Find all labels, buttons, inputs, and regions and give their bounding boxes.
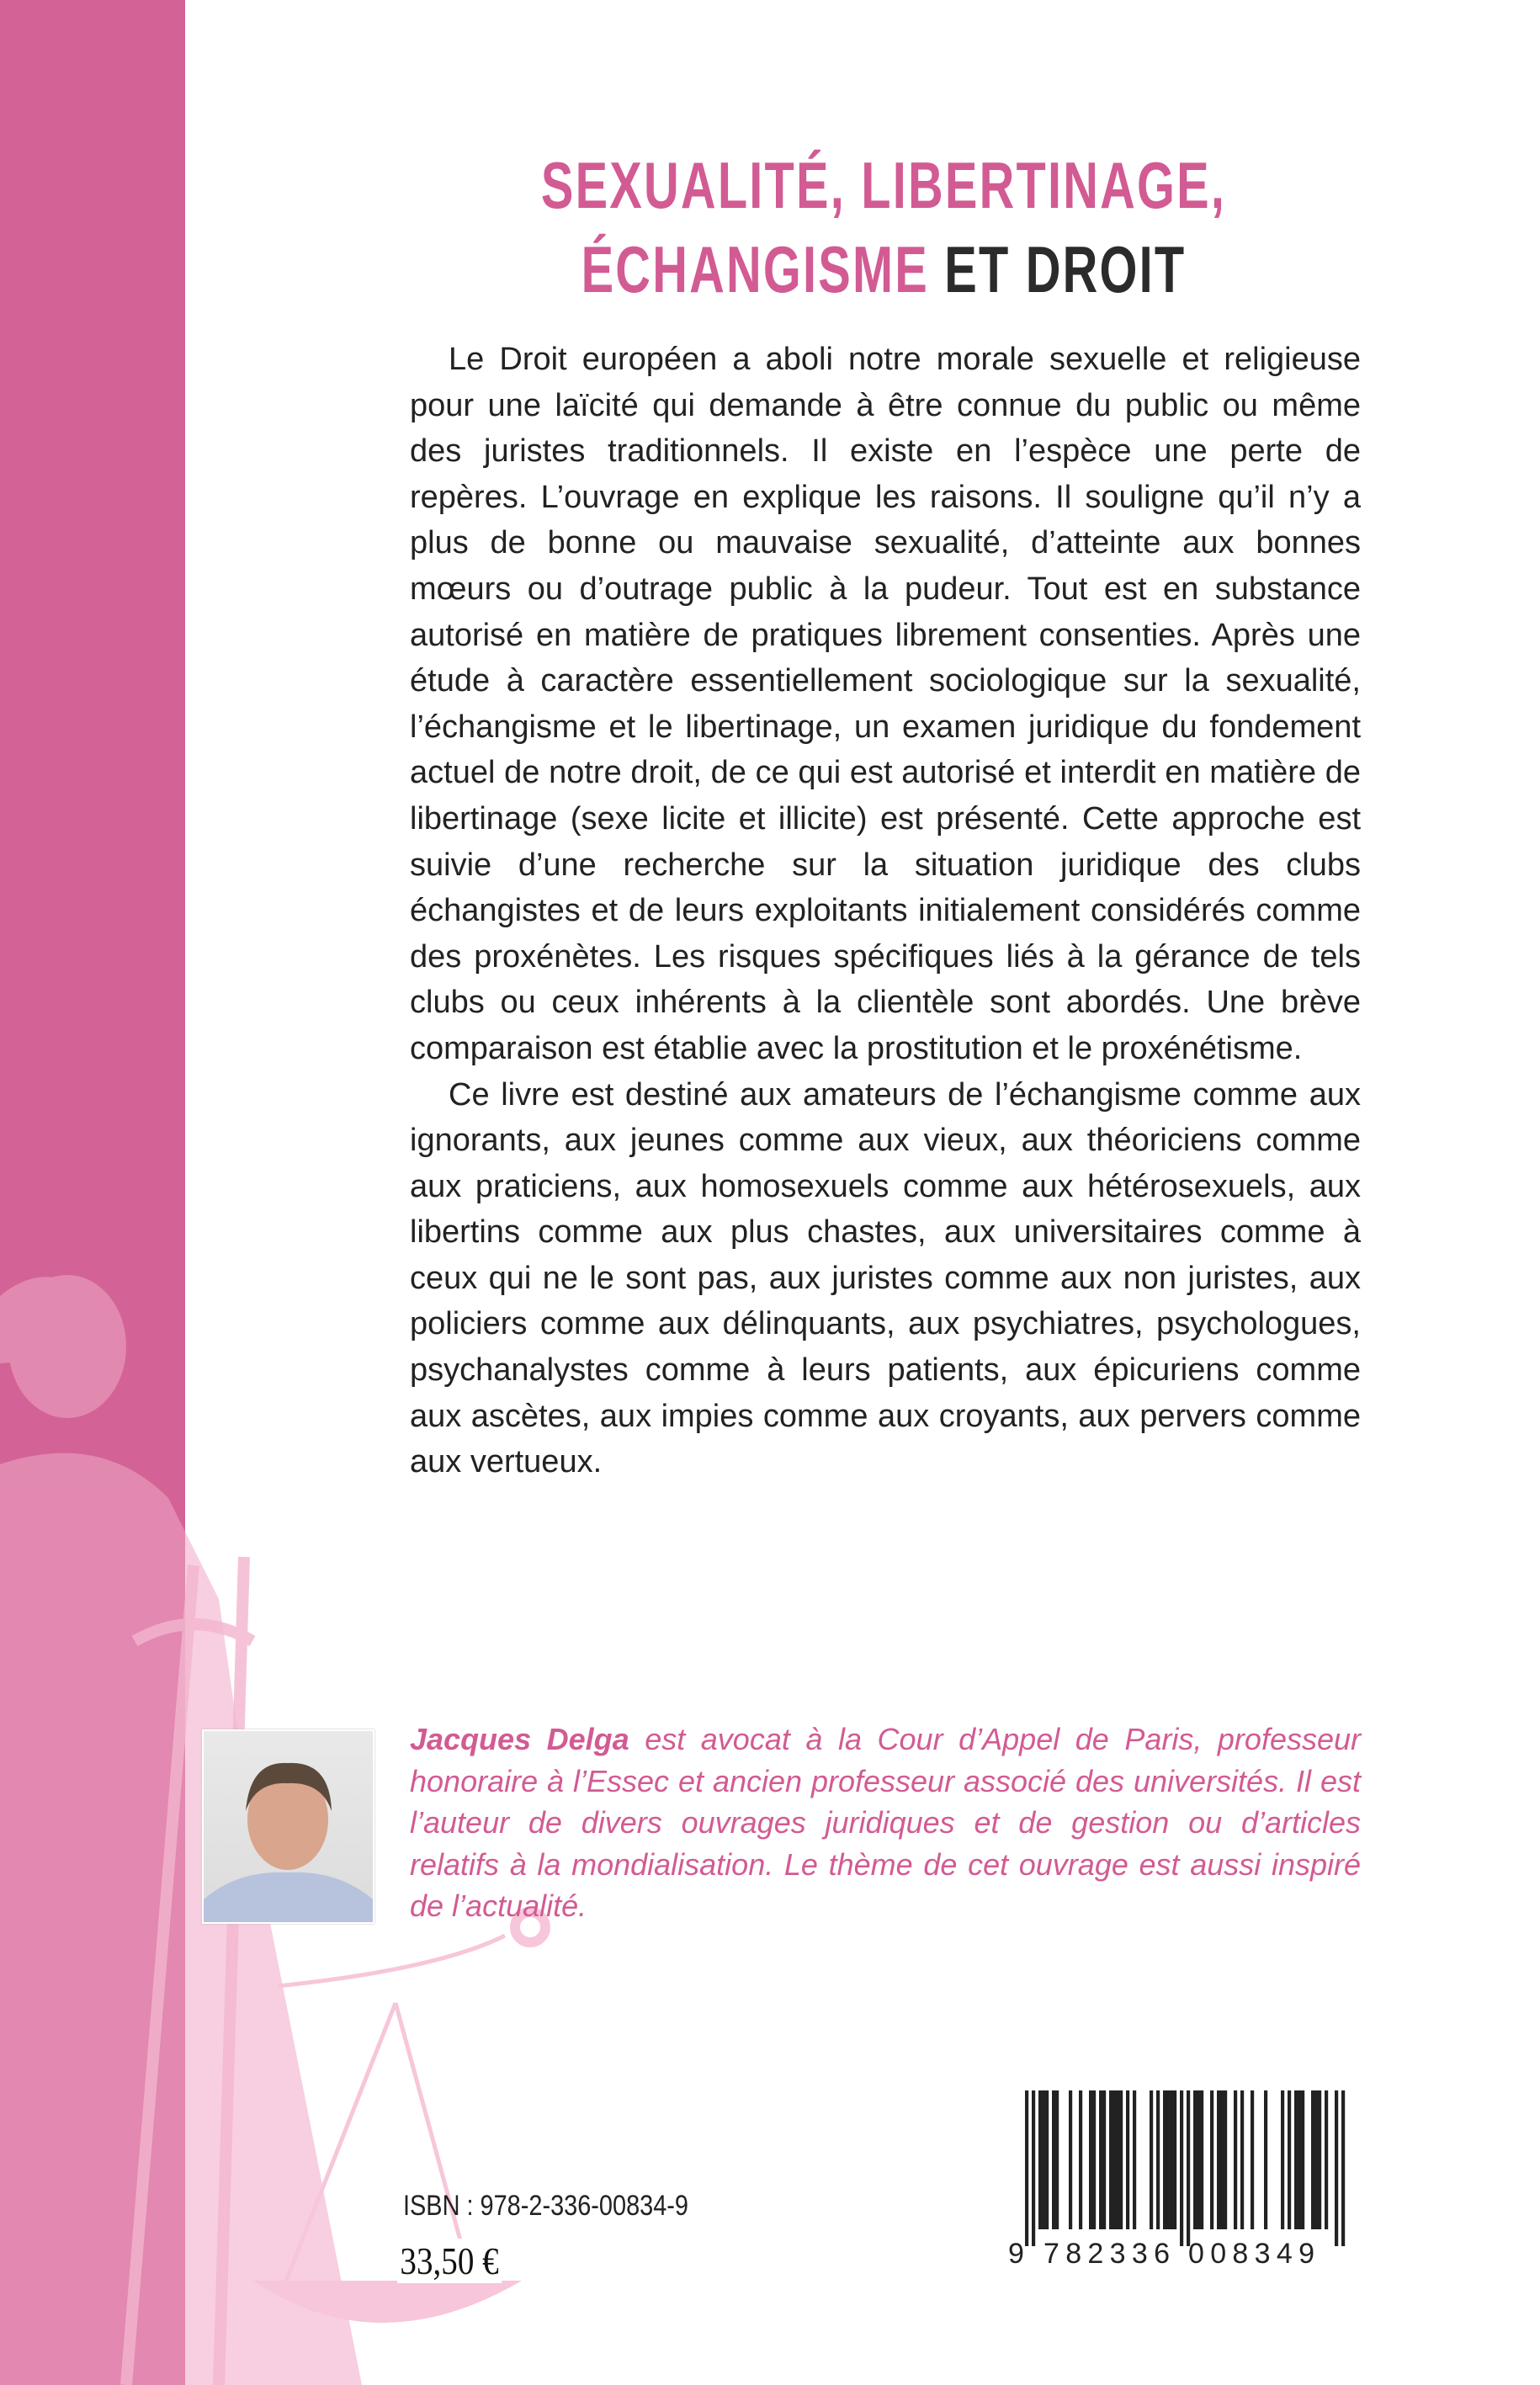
barcode-bar: [1240, 2090, 1244, 2229]
barcode-bar: [1045, 2090, 1049, 2229]
barcode-bar: [1166, 2090, 1170, 2229]
barcode-bar: [1079, 2090, 1082, 2229]
barcode-bar: [1197, 2090, 1200, 2229]
barcode-bar: [1288, 2090, 1291, 2229]
barcode-bar: [1217, 2090, 1220, 2229]
barcode-bar: [1069, 2090, 1072, 2229]
barcode-bar: [1163, 2090, 1166, 2229]
barcode-bar: [1294, 2090, 1298, 2229]
barcode-bar: [1055, 2090, 1059, 2229]
barcode-bar: [1126, 2090, 1129, 2229]
barcode-bar: [1102, 2090, 1106, 2229]
barcode-bar: [1099, 2090, 1102, 2229]
barcode-bar: [1180, 2090, 1183, 2246]
title-word-echangisme: ÉCHANGISME: [581, 232, 930, 306]
barcode-bar: [1032, 2090, 1035, 2246]
barcode-bar: [1335, 2090, 1338, 2246]
barcode-bar: [1109, 2090, 1113, 2229]
barcode-bar: [1089, 2090, 1092, 2229]
barcode-bar: [1210, 2090, 1213, 2229]
barcode-bar: [1298, 2090, 1301, 2229]
barcode-bar: [1264, 2090, 1267, 2229]
barcode-bar: [1187, 2090, 1190, 2246]
barcode-bar: [1251, 2090, 1254, 2229]
barcode-bar: [1325, 2090, 1328, 2229]
barcode-bar: [1341, 2090, 1345, 2246]
barcode-bar: [1224, 2090, 1227, 2229]
barcode-bar: [1193, 2090, 1197, 2229]
book-title: [404, 143, 1363, 311]
author-bio: [410, 1718, 1361, 1927]
barcode-bar: [1200, 2090, 1203, 2229]
barcode-bar: [1038, 2090, 1042, 2229]
barcode-bar: [1042, 2090, 1045, 2229]
barcode-bar: [1314, 2090, 1318, 2229]
barcode-bar: [1150, 2090, 1153, 2229]
barcode-right-digits: 008349: [1188, 2238, 1314, 2270]
author-photo: [202, 1729, 374, 1924]
barcode-bar: [1173, 2090, 1176, 2229]
price: 33,50 €: [397, 2239, 502, 2283]
barcode-bar: [1116, 2090, 1119, 2229]
barcode-bar: [1156, 2090, 1160, 2229]
title-words-et-droit: ET DROIT: [944, 232, 1187, 306]
description-paragraph-1: Le Droit européen a aboli notre morale sexuelle et religieuse pour une laïcité qui demande à être connue du public ou même des juristes traditionnels. Il existe en l’espèce une perte de repères. L’ouvrage en explique les raisons. Il souligne qu’il n’y a plus de bonne ou mauvaise sexualité, d’atteinte aux bonnes mœurs ou d’outrage public à la pudeur. Tout est en substance autorisé en matière de pratiques librement consenties. Après une étude à caractère essentiellement sociologique sur la sexualité, l’échangisme et le libertinage, un examen juridique du fondement actuel de notre droit, de ce qui est autorisé et interdit en matière de libertinage (sexe licite et illicite) est présenté. Cette approche est suivie d’une recherche sur la situation juridique des clubs échangistes et de leurs exploitants initialement considérés comme des proxénètes. Les risques spécifiques liés à la gérance de tels clubs ou ceux inhérents à la clientèle sont abordés. Une brève comparaison est établie avec la prostitution et le proxénétisme.: [410, 342, 1361, 1066]
barcode-bar: [1133, 2090, 1136, 2229]
barcode-bar: [1170, 2090, 1173, 2229]
barcode-bar: [1281, 2090, 1284, 2229]
barcode-bar: [1052, 2090, 1055, 2229]
barcode-bar: [1301, 2090, 1304, 2229]
barcode-bar: [1092, 2090, 1096, 2229]
barcode-bar: [1311, 2090, 1314, 2229]
book-description: [410, 337, 1361, 1485]
barcode-bar: [1119, 2090, 1123, 2229]
isbn: ISBN : 978-2-336-00834-9: [403, 2190, 688, 2222]
barcode-left-digits: 782336: [1043, 2238, 1170, 2270]
description-paragraph-2: Ce livre est destiné aux amateurs de l’échangisme comme aux ignorants, aux jeunes comme aux vieux, aux théoriciens comme aux praticiens, aux homosexuels comme aux hétérosexuels, aux libertins comme aux plus chastes, aux universitaires comme à ceux qui ne le sont pas, aux juristes comme aux non juristes, aux policiers comme aux délinquants, aux psychiatres, psychologues, psychanalystes comme à leurs patients, aux épicuriens comme aux ascètes, aux impies comme aux croyants, aux pervers comme aux vertueux.: [410, 1076, 1361, 1480]
ean13-barcode: [1008, 2090, 1346, 2270]
barcode-bar: [1234, 2090, 1237, 2229]
author-name: Jacques Delga: [410, 1722, 629, 1756]
barcode-bar: [1025, 2090, 1028, 2246]
barcode-first-digit: 9: [1008, 2238, 1024, 2270]
barcode-bar: [1318, 2090, 1321, 2229]
title-line-1: SEXUALITÉ, LIBERTINAGE,: [540, 148, 1227, 222]
author-bio-text: est avocat à la Cour d’Appel de Paris, professeur honoraire à l’Essec et ancien professeur associé des universités. Il est l’auteur de divers ouvrages juridiques et de gestion ou d’articles relatifs à la mondialisation. Le thème de cet ouvrage est aussi inspiré de l’actualité.: [410, 1722, 1362, 1923]
barcode-bar: [1113, 2090, 1116, 2229]
barcode-bar: [1220, 2090, 1224, 2229]
